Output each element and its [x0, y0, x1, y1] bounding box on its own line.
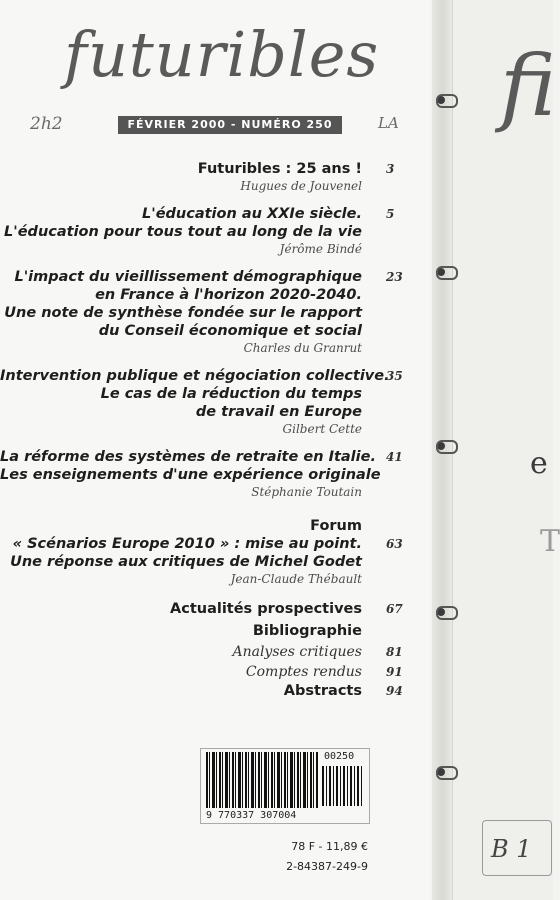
next-page-title-fragment: fi [500, 37, 557, 135]
barcode-bars [206, 752, 318, 808]
toc-page-number: 91 [386, 665, 403, 679]
toc-entry [0, 268, 430, 357]
barcode-number: 9 770337 307004 [206, 810, 297, 821]
toc-forum [0, 517, 430, 588]
isbn: 2-84387-249-9 [286, 860, 368, 873]
toc-section [0, 600, 430, 618]
price: 78 F - 11,89 € [291, 840, 368, 853]
binding-ring [436, 440, 458, 454]
barcode-addon-number: 00250 [324, 751, 355, 762]
toc-section [0, 682, 430, 700]
toc-title: en France à l'horizon 2020-2040. [95, 287, 362, 303]
toc-title: « Scénarios Europe 2010 » : mise au point. [12, 536, 362, 552]
toc-title: L'impact du vieillissement démographique [14, 269, 362, 285]
subsection-comptes: Comptes rendus [245, 664, 362, 680]
toc-title: La réforme des systèmes de retraite en Italie. [0, 449, 376, 465]
toc-title: Une note de synthèse fondée sur le rapport [4, 305, 362, 321]
toc-author: Gilbert Cette [282, 422, 362, 436]
toc-author: Jean-Claude Thébault [230, 572, 362, 586]
issue-date-number: FÉVRIER 2000 - NUMÉRO 250 [118, 116, 342, 134]
toc-title: L'éducation au XXIe siècle. [142, 206, 362, 222]
section-actualites: Actualités prospectives [170, 601, 362, 617]
toc-subsection [0, 642, 430, 662]
toc-title: Futuribles : 25 ans ! [197, 161, 362, 177]
binding-ring [436, 766, 458, 780]
table-of-contents [0, 160, 430, 710]
toc-author: Charles du Granrut [243, 341, 362, 355]
toc-page-number: 3 [386, 162, 395, 176]
subsection-analyses: Analyses critiques [232, 644, 362, 660]
handwritten-note-left: 2h2 [30, 114, 63, 134]
toc-title: Le cas de la réduction du temps [100, 386, 362, 402]
toc-entry [0, 205, 430, 258]
toc-page-number: 63 [386, 537, 403, 551]
toc-section [0, 622, 430, 640]
toc-entry [0, 160, 430, 195]
forum-heading: Forum [310, 518, 362, 534]
section-abstracts: Abstracts [283, 683, 362, 699]
toc-subsection [0, 662, 430, 682]
toc-title: du Conseil économique et social [98, 323, 362, 339]
toc-entry [0, 448, 430, 501]
toc-title: Les enseignements d'une expérience originale [0, 467, 381, 483]
toc-title: de travail en Europe [195, 404, 362, 420]
toc-title: L'éducation pour tous tout au long de la vie [4, 224, 362, 240]
toc-page-number: 5 [386, 207, 395, 221]
toc-page-number: 23 [386, 270, 403, 284]
barcode-addon-bars [322, 766, 362, 806]
binding-ring [436, 606, 458, 620]
binding-ring [436, 94, 458, 108]
handwritten-note-right: LA [378, 114, 399, 132]
next-page-text-fragment: T [540, 524, 560, 559]
next-page-text-fragment: e [530, 446, 548, 481]
toc-author: Jérôme Bindé [279, 242, 362, 256]
shelf-label: B 1 [482, 820, 552, 876]
toc-page-number: 35 [386, 369, 403, 383]
section-bibliographie: Bibliographie [252, 623, 362, 639]
toc-author: Stéphanie Toutain [251, 485, 362, 499]
toc-entry [0, 367, 430, 438]
toc-title: Une réponse aux critiques de Michel Godet [10, 554, 362, 570]
toc-author: Hugues de Jouvenel [240, 179, 362, 193]
toc-page-number: 41 [386, 450, 403, 464]
magazine-title: futuribles [64, 18, 380, 91]
toc-title: Intervention publique et négociation collective. [0, 368, 390, 384]
binding-ring [436, 266, 458, 280]
toc-page-number: 94 [386, 684, 403, 698]
toc-page-number: 81 [386, 645, 403, 659]
toc-page-number: 67 [386, 602, 403, 616]
